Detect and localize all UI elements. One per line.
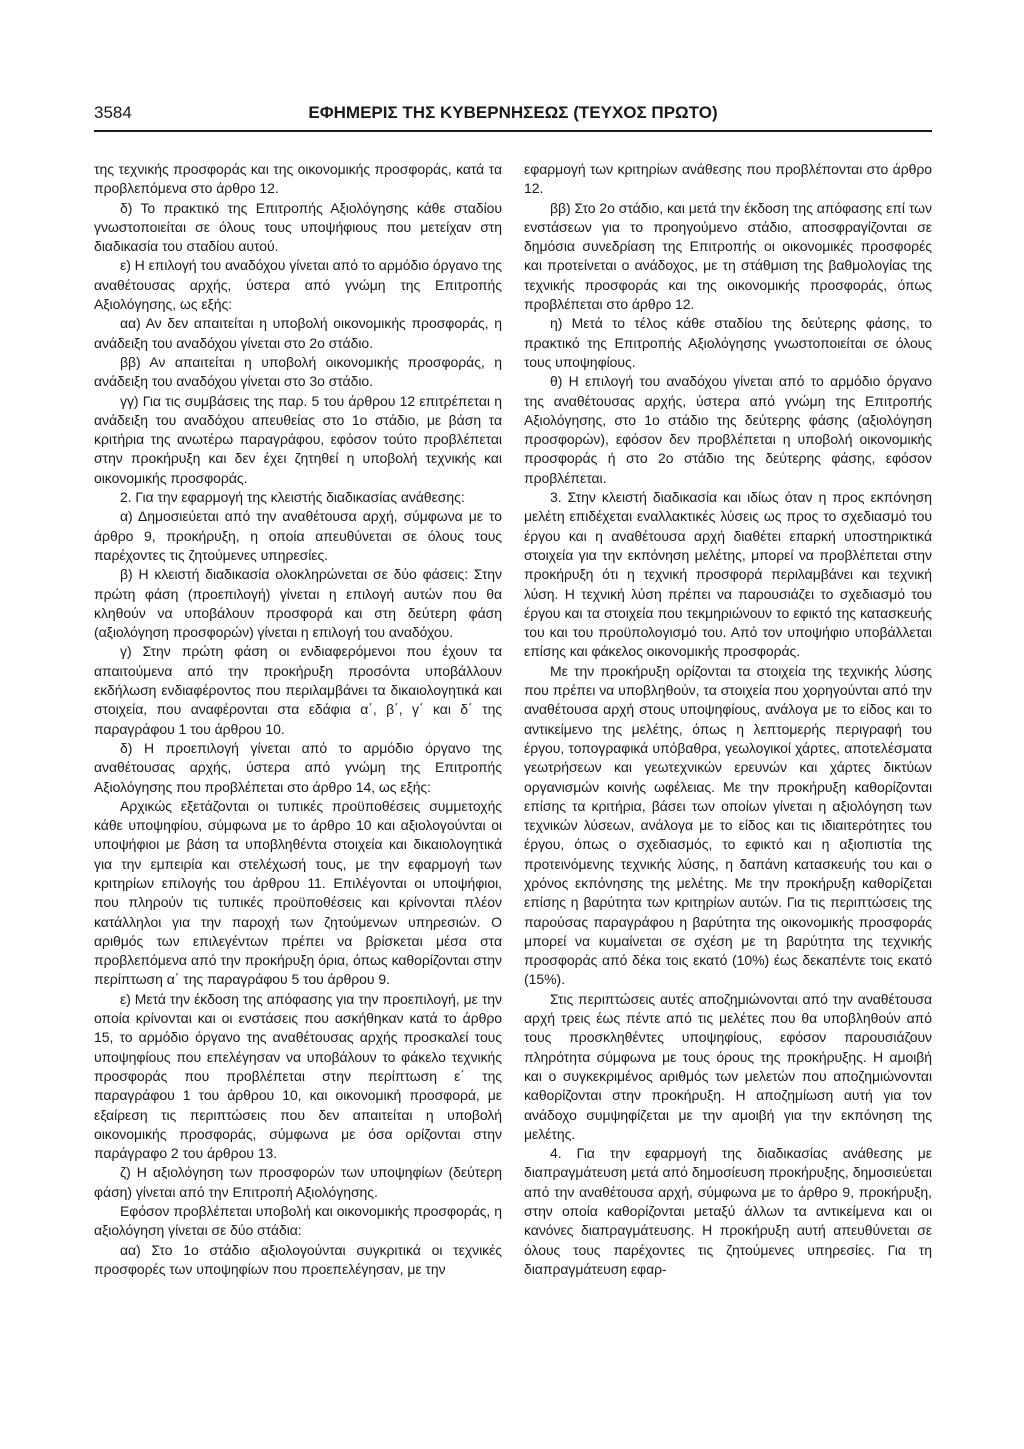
paragraph: θ) Η επιλογή του αναδόχου γίνεται από το αρμόδιο όργανο της αναθέτουσας αρχής, ύστερα από γνώμη της Επιτροπής Αξιολόγησης, στο 1ο στάδιο της δεύτερης φάσης (αξιολόγηση προσφορών), εφόσον δεν προβλέπεται η υποβολή οικονομικής προσφοράς ή στο 2ο στάδιο της δεύτερης φάσης, εφόσον προβλέπεται. xyxy=(524,373,932,486)
paragraph: δ) Η προεπιλογή γίνεται από το αρμόδιο όργανο της αναθέτουσας αρχής, ύστερα από γνώμη της Επιτροπής Αξιολόγησης που προβλέπεται στο άρθρο 14, ως εξής: xyxy=(94,739,502,795)
paragraph: 3. Στην κλειστή διαδικασία και ιδίως όταν η προς εκπόνηση μελέτη επιδέχεται εναλλακτικές λύσεις ως προς το σχεδιασμό του έργου και η αναθέτουσα αρχή διαθέτει επαρκή υποστηρικτικά στοιχεία για την εκπόνηση μελέτης, μπορεί να προβλέπεται στην προκήρυξη ότι η τεχνική προσφορά περιλαμβάνει και τεχνική λύση. Η τεχνική λύση πρέπει να παρουσιάζει το σχεδιασμό του έργου και τα στοιχεία που τεκμηριώνουν το εφικτό της κατασκευής του και του προϋπολογισμό του. Από τον υποψήφιο υποβάλλεται επίσης και φάκελος οικονομικής προσφοράς. xyxy=(524,489,932,660)
paragraph: ββ) Στο 2ο στάδιο, και μετά την έκδοση της απόφασης επί των ενστάσεων για το προηγούμενο στάδιο, αποσφραγίζονται σε δημόσια συνεδρίαση της Επιτροπής οι οικονομικές προσφορές και προτείνεται ο ανάδοχος, με τη στάθμιση της βαθμολογίας της τεχνικής προσφοράς και της οικονομικής προσφοράς, όπως προβλέπεται στο άρθρο 12. xyxy=(524,199,932,313)
paragraph: ε) Μετά την έκδοση της απόφασης για την προεπιλογή, με την οποία κρίνονται και οι ενστάσεις που ασκήθηκαν κατά το άρθρο 15, το αρμόδιο όργανο της αναθέτουσας αρχής προσκαλεί τους υποψηφίους που επελέγησαν να υποβάλουν το φάκελο τεχνικής προσφοράς που προβλέπεται στην περίπτωση ε΄ της παραγράφου 1 του άρθρου 10, και οικονομική προσφορά, με εξαίρεση τις περιπτώσεις που δεν απαιτείται η υποβολή οικονομικής προσφοράς, σύμφωνα με όσα ορίζονται στην παράγραφο 2 του άρθρου 13. xyxy=(94,990,502,1162)
paragraph: αα) Αν δεν απαιτείται η υποβολή οικονομικής προσφοράς, η ανάδειξη του αναδόχου γίνεται στο 2ο στάδιο. xyxy=(94,315,502,351)
paragraph: της τεχνικής προσφοράς και της οικονομικής προσφοράς, κατά τα προβλεπόμενα στο άρθρο 12. xyxy=(94,161,502,197)
paragraph: 4. Για την εφαρμογή της διαδικασίας ανάθεσης με διαπραγμάτευση μετά από δημοσίευση προκήρυξης, δημοσιεύεται από την αναθέτουσα αρχή, σύμφωνα με το άρθρο 9, προκήρυξη, στην οποία καθορίζονται μεταξύ άλλων τα αντικείμενα και οι κανόνες διαπραγμάτευσης. Η προκήρυξη αυτή απευθύνεται σε όλους τους παρέχοντες τις ζητούμενες υπηρεσίες. Για τη διαπραγμάτευση εφαρ- xyxy=(524,1145,932,1277)
paragraph: ββ) Αν απαιτείται η υποβολή οικονομικής προσφοράς, η ανάδειξη του αναδόχου γίνεται στο 3ο στάδιο. xyxy=(94,353,502,390)
paragraph: γ) Στην πρώτη φάση οι ενδιαφερόμενοι που έχουν τα απαιτούμενα από την προκήρυξη προσόντα υποβάλλουν εκδήλωση ενδιαφέροντος που περιλαμβάνει τα δικαιολογητικά και στοιχεία, που αναφέρονται στα εδάφια α΄, β΄, γ΄ και δ΄ της παραγράφου 1 του άρθρου 10. xyxy=(94,643,502,737)
paragraph: Με την προκήρυξη ορίζονται τα στοιχεία της τεχνικής λύσης που πρέπει να υποβληθούν, τα στοιχεία που χορηγούνται από την αναθέτουσα αρχή στους υποψηφίους, ανάλογα με το είδος και το αντικείμενο της μελέτης, όπως η λεπτομερής περιγραφή του έργου, τοπογραφικά υπόβαθρα, γεωλογικοί χάρτες, αποτελέσματα γεωτρήσεων και γεωτεχνικών ερευνών και χάρτες δικτύων οργανισμών κοινής ωφέλειας. Με την προκήρυξη καθορίζονται επίσης τα κριτήρια, βάσει των οποίων γίνεται η αξιολόγηση των τεχνικών λύσεων, ανάλογα με το είδος και τις ιδιαιτερότητες του έργου, όπως ο σχεδιασμός, το εφικτό και η αξιοπιστία της προτεινόμενης τεχνικής λύσης, η δαπάνη κατασκευής του και ο χρόνος εκπόνησης της μελέτης. Με την προκήρυξη καθορίζεται επίσης η βαρύτητα των κριτηρίων αυτών. Για τις περιπτώσεις της παρούσας παραγράφου η βαρύτητα της οικονομικής προσφοράς μπορεί να κυμαίνεται σε σχέση με τη βαρύτητα της τεχνικής προσφοράς από δέκα τοις εκατό (10%) έως δεκαπέντε τοις εκατό (15%). xyxy=(524,662,932,988)
journal-title: ΕΦΗΜΕΡΙΣ ΤΗΣ ΚΥΒΕΡΝΗΣΕΩΣ (ΤΕΥΧΟΣ ΠΡΩΤΟ) xyxy=(308,103,718,122)
left-column xyxy=(94,160,502,1279)
paragraph: Αρχικώς εξετάζονται οι τυπικές προϋποθέσεις συμμετοχής κάθε υποψηφίου, σύμφωνα με το άρθρο 10 και αξιολογούνται οι υποψήφιοι με βάση τα υποβληθέντα στοιχεία και δικαιολογητικά για την εμπειρία και στελέχωσή τους, με την εφαρμογή των κριτηρίων επιλογής του άρθρου 11. Επιλέγονται οι υποψήφιοι, που πληρούν τις τυπικές προϋποθέσεις και κρίνονται πλέον κατάλληλοι για την παροχή των ζητούμενων υπηρεσιών. Ο αριθμός των επιλεγέντων πρέπει να βρίσκεται μέσα στα προβλεπόμενα από την προκήρυξη όρια, όπως καθορίζονται στην περίπτωση α΄ της παραγράφου 5 του άρθρου 9. xyxy=(94,797,502,988)
paragraph: Εφόσον προβλέπεται υποβολή και οικονομικής προσφοράς, η αξιολόγηση γίνεται σε δύο στάδια: xyxy=(94,1203,502,1239)
paragraph: δ) Το πρακτικό της Επιτροπής Αξιολόγησης κάθε σταδίου γνωστοποιείται σε όλους τους υποψήφιους που μετείχαν στη διαδικασία του σταδίου αυτού. xyxy=(94,199,502,255)
paragraph: εφαρμογή των κριτηρίων ανάθεσης που προβλέπονται στο άρθρο 12. xyxy=(524,161,932,197)
paragraph: α) Δημοσιεύεται από την αναθέτουσα αρχή, σύμφωνα με το άρθρο 9, προκήρυξη, η οποία απευθύνεται σε όλους τους παρέχοντες τις ζητούμενες υπηρεσίες. xyxy=(94,508,502,563)
paragraph: 2. Για την εφαρμογή της κλειστής διαδικασίας ανάθεσης: xyxy=(120,489,465,506)
page-number: 3584 xyxy=(94,103,132,122)
paragraph: η) Μετά το τέλος κάθε σταδίου της δεύτερης φάσης, το πρακτικό της Επιτροπής Αξιολόγησης γνωστοποιείται σε όλους τους υποψηφίους. xyxy=(524,315,932,370)
paragraph: ε) Η επιλογή του αναδόχου γίνεται από το αρμόδιο όργανο της αναθέτουσας αρχής, ύστερα από γνώμη της Επιτροπής Αξιολόγησης, ως εξής: xyxy=(94,257,502,313)
right-column xyxy=(524,160,932,1279)
paragraph: ζ) Η αξιολόγηση των προσφορών των υποψηφίων (δεύτερη φάση) γίνεται από την Επιτροπή Αξιολόγησης. xyxy=(94,1164,502,1200)
paragraph: αα) Στο 1ο στάδιο αξιολογούνται συγκριτικά οι τεχνικές προσφορές των υποψηφίων που προεπελέγησαν, με την xyxy=(94,1241,502,1277)
paragraph: Στις περιπτώσεις αυτές αποζημιώνονται από την αναθέτουσα αρχή τρεις έως πέντε από τις μελέτες που θα υποβληθούν από τους προσκληθέντες υποψηφίους, εφόσον παρουσιάζουν πληρότητα σύμφωνα με τους όρους της προκήρυξης. Η αμοιβή και ο συγκεκριμένος αριθμός των μελετών που αποζημιώνονται καθορίζονται στην προκήρυξη. Η αποζημίωση αυτή για τον ανάδοχο συμψηφίζεται με την αμοιβή για την εκπόνηση της μελέτης. xyxy=(524,990,932,1142)
paragraph: β) Η κλειστή διαδικασία ολοκληρώνεται σε δύο φάσεις: Στην πρώτη φάση (προεπιλογή) γίνεται η επιλογή αυτών που θα κληθούν να υποβάλουν προσφορά και στη δεύτερη φάση (αξιολόγηση προσφορών) γίνεται η επιλογή του αναδόχου. xyxy=(94,566,502,641)
paragraph: γγ) Για τις συμβάσεις της παρ. 5 του άρθρου 12 επιτρέπεται η ανάδειξη του αναδόχου απευθείας στο 1ο στάδιο, με βάση τα κριτήρια της ανωτέρω παραγράφου, εφόσον τούτο προβλέπεται στην προκήρυξη και δεν έχει ζητηθεί η υποβολή τεχνικής και οικονομικής προσφοράς. xyxy=(94,392,502,486)
page-header xyxy=(94,100,932,132)
